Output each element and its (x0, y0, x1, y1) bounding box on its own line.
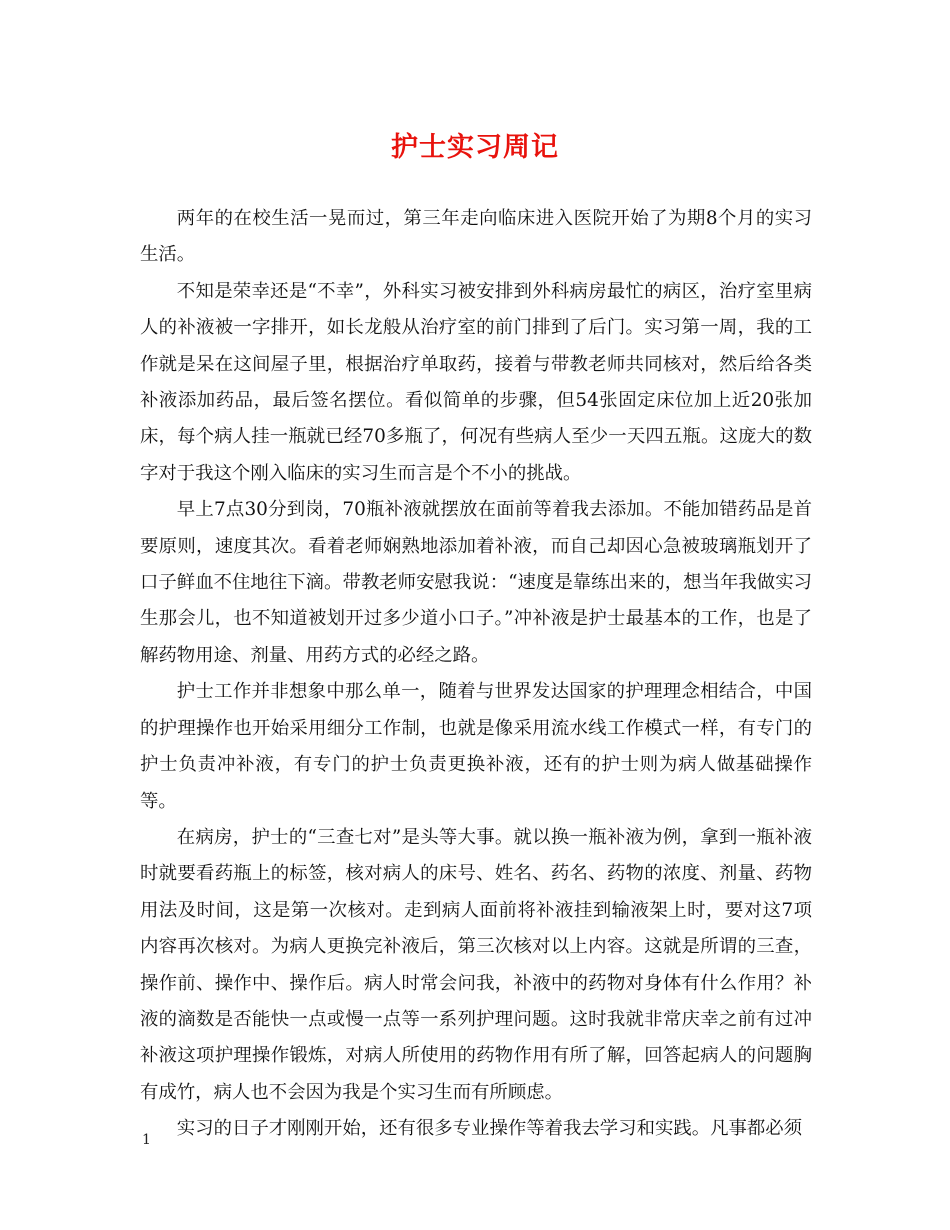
paragraph: 实习的日子才刚刚开始，还有很多专业操作等着我去学习和实践。凡事都必须 (176, 1118, 803, 1140)
paragraph: 早上7点30分到岗，70瓶补液就摆放在面前等着我去添加。不能加错药品是首要原则，速度其次。看着老师娴熟地添加着补液，而自己却因心急被玻璃瓶划开了口子鲜血不住地往下滴。带教老师安慰我说：“速度是靠练出来的，想当年我做实习生那会儿，也不知道被划开过多少道小口子。”冲补液是护士最基本的工作，也是了解药物用途、剂量、用药方式的必经之路。 (140, 499, 812, 666)
paragraph: 两年的在校生活一晃而过，第三年走向临床进入医院开始了为期8个月的实习生活。 (140, 208, 812, 266)
page-number: 1 (142, 1132, 151, 1148)
document-body (140, 201, 812, 1148)
paragraph: 护士工作并非想象中那么单一，随着与世界发达国家的护理理念相结合，中国的护理操作也开始采用细分工作制，也就是像采用流水线工作模式一样，有专门的护士负责冲补液，有专门的护士负责更换补液，还有的护士则为病人做基础操作等。 (140, 681, 812, 812)
document-title: 护士实习周记 (391, 132, 559, 163)
paragraph: 在病房，护士的“三查七对”是头等大事。就以换一瓶补液为例，拿到一瓶补液时就要看药瓶上的标签，核对病人的床号、姓名、药名、药物的浓度、剂量、药物用法及时间，这是第一次核对。走到病人面前将补液挂到输液架上时，要对这7项内容再次核对。为病人更换完补液后，第三次核对以上内容。这就是所谓的三查，操作前、操作中、操作后。病人时常会问我，补液中的药物对身体有什么作用？补液的滴数是否能快一点或慢一点等一系列护理问题。这时我就非常庆幸之前有过冲补液这项护理操作锻炼，对病人所使用的药物作用有所了解，回答起病人的问题胸有成竹，病人也不会因为我是个实习生而有所顾虑。 (140, 826, 812, 1103)
paragraph: 不知是荣幸还是“不幸”，外科实习被安排到外科病房最忙的病区，治疗室里病人的补液被一字排开，如长龙般从治疗室的前门排到了后门。实习第一周，我的工作就是呆在这间屋子里，根据治疗单取药，接着与带教老师共同核对，然后给各类补液添加药品，最后签名摆位。看似简单的步骤，但54张固定床位加上近20张加床，每个病人挂一瓶就已经70多瓶了，何况有些病人至少一天四五瓶。这庞大的数字对于我这个刚入临床的实习生而言是个不小的挑战。 (140, 280, 812, 484)
